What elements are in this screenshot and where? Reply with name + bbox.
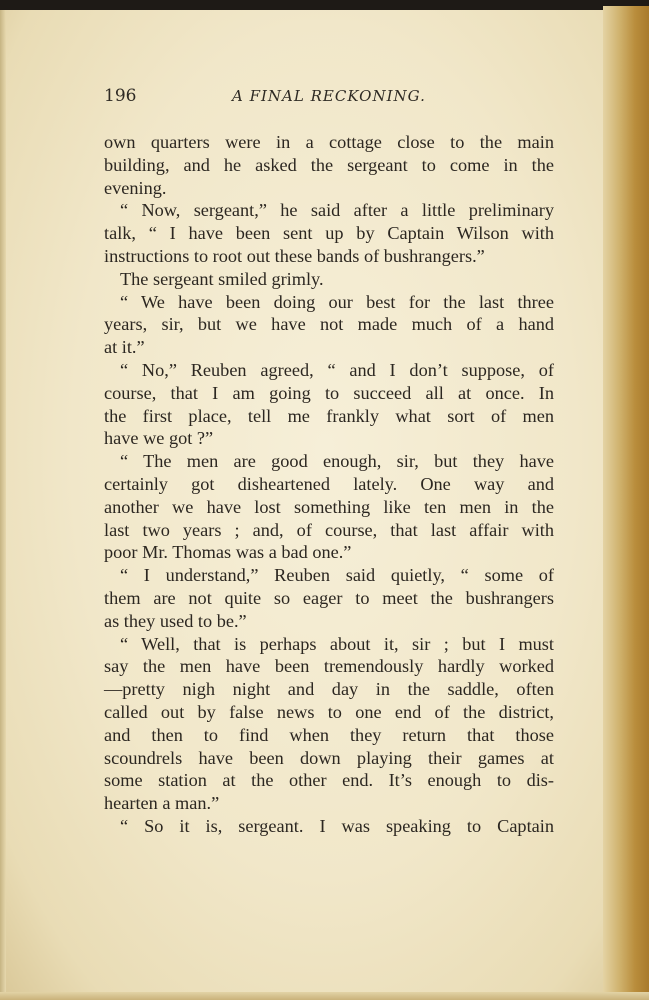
text-line: “ We have been doing our best for the last three bbox=[120, 291, 554, 312]
text-line: poor Mr. Thomas was a bad one.” bbox=[104, 542, 352, 563]
text-line: “ I understand,” Reuben said quietly, “ some of bbox=[120, 565, 554, 586]
text-line: scoundrels have been down playing their games at bbox=[104, 747, 554, 768]
text-line: The sergeant smiled grimly. bbox=[120, 268, 324, 289]
text-line: have we got ?” bbox=[104, 428, 214, 449]
text-line: called out by false news to one end of the district, bbox=[104, 701, 554, 722]
text-line: years, sir, but we have not made much of a hand bbox=[104, 314, 554, 335]
scan-top-border bbox=[0, 0, 649, 10]
body-text bbox=[104, 131, 554, 838]
page-bottom-edge bbox=[0, 992, 649, 1000]
text-line: hearten a man.” bbox=[104, 793, 220, 814]
text-line: course, that I am going to succeed all at once. In bbox=[104, 382, 554, 403]
text-line: instructions to root out these bands of bushrangers.” bbox=[104, 245, 485, 266]
text-line: certainly got disheartened lately. One way and bbox=[104, 473, 554, 494]
text-line: and then to find when they return that those bbox=[104, 724, 554, 745]
text-line: “ Now, sergeant,” he said after a little preliminary bbox=[120, 200, 554, 221]
text-line: the first place, tell me frankly what sort of men bbox=[104, 405, 554, 426]
text-line: talk, “ I have been sent up by Captain Wilson with bbox=[104, 223, 554, 244]
text-line: “ So it is, sergeant. I was speaking to Captain bbox=[120, 815, 554, 836]
text-line: “ No,” Reuben agreed, “ and I don’t suppose, of bbox=[120, 359, 554, 380]
text-line: building, and he asked the sergeant to come in the bbox=[104, 154, 554, 175]
text-line: at it.” bbox=[104, 337, 145, 358]
text-line: “ Well, that is perhaps about it, sir ; but I must bbox=[120, 633, 554, 654]
text-line: say the men have been tremendously hardly worked bbox=[104, 656, 554, 677]
page-right-edge bbox=[603, 6, 649, 1000]
running-head bbox=[104, 86, 554, 112]
text-line: as they used to be.” bbox=[104, 610, 247, 631]
text-line: “ The men are good enough, sir, but they have bbox=[120, 451, 554, 472]
running-title: A FINAL RECKONING. bbox=[232, 87, 426, 105]
text-line: evening. bbox=[104, 177, 167, 198]
page-number: 196 bbox=[104, 86, 137, 106]
text-line: —pretty nigh night and day in the saddle, often bbox=[104, 679, 554, 700]
text-line: them are not quite so eager to meet the bushrangers bbox=[104, 587, 554, 608]
text-line: last two years ; and, of course, that last affair with bbox=[104, 519, 554, 540]
text-line: some station at the other end. It’s enough to dis- bbox=[104, 770, 554, 791]
page-left-edge bbox=[0, 10, 6, 1000]
text-line: own quarters were in a cottage close to the main bbox=[104, 132, 554, 152]
text-line: another we have lost something like ten men in the bbox=[104, 496, 554, 517]
